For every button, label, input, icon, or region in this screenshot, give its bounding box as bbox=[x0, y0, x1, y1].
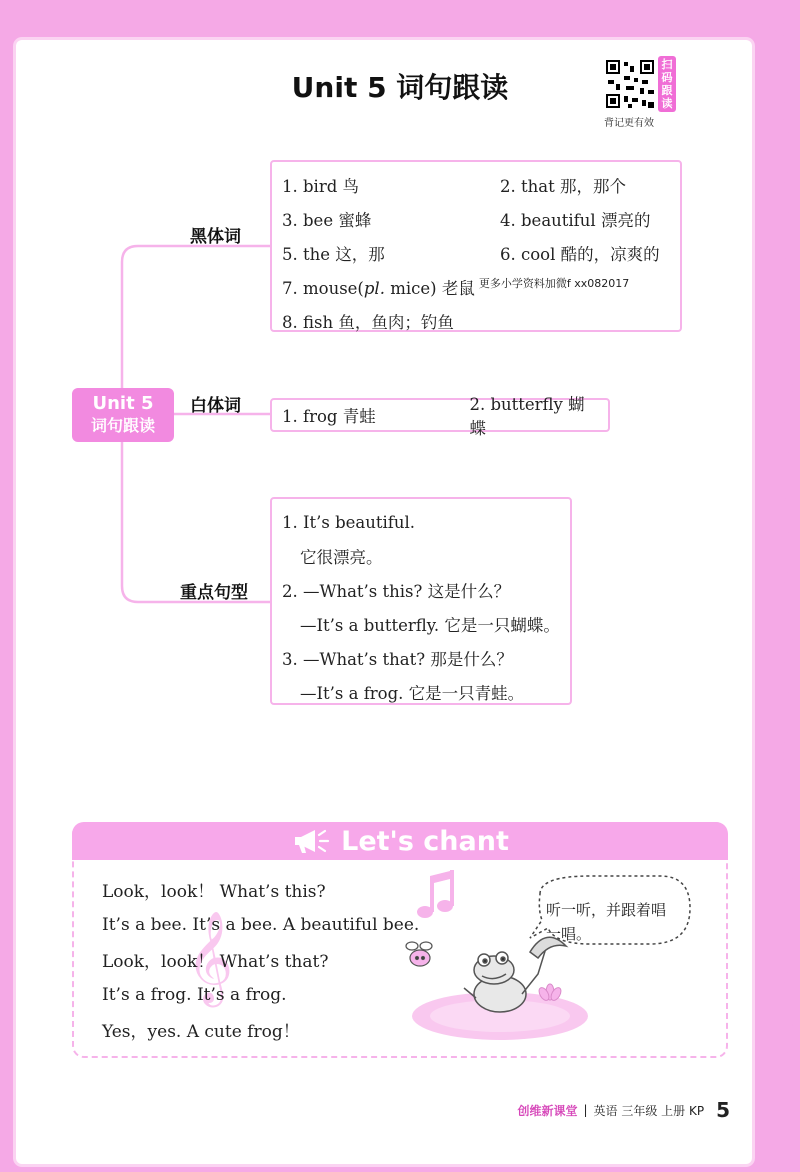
page-title: Unit 5 词句跟读 bbox=[291, 71, 509, 104]
music-note-icon bbox=[417, 870, 454, 918]
word-item-mouse: 7. mouse(pl. mice) 老鼠 bbox=[282, 279, 475, 298]
branch-key-sentences: 重点句型 bbox=[180, 583, 248, 603]
footer-divider: | bbox=[583, 1103, 588, 1117]
key-sentences-box bbox=[270, 497, 572, 705]
word-item: 2. that 那，那个 bbox=[500, 177, 626, 196]
sentence-line: 它很漂亮。 bbox=[300, 548, 383, 567]
word-row bbox=[282, 168, 670, 202]
mindmap-root: Unit 5 词句跟读 bbox=[72, 388, 174, 442]
sentence-line: 1. It’s beautiful. bbox=[282, 512, 416, 532]
word-item: 5. the 这，那 bbox=[282, 245, 385, 264]
branch-bold-words: 黑体词 bbox=[190, 227, 241, 247]
chant-line: It’s a bee. It’s a bee. A beautiful bee. bbox=[102, 914, 420, 935]
chant-line: Look，look！ What’s this? bbox=[102, 882, 326, 902]
white-words-box bbox=[270, 395, 610, 438]
chant-line: Yes，yes. A cute frog！ bbox=[102, 1022, 300, 1042]
footer-brand: 创维新课堂 bbox=[517, 1103, 578, 1118]
word-item: 6. cool 酷的，凉爽的 bbox=[500, 245, 660, 264]
promo-note: 更多小学资料加微f xx082017 bbox=[478, 277, 630, 290]
sentence-line: 2. —What’s this? 这是什么？ bbox=[282, 582, 511, 601]
bee-icon bbox=[406, 942, 432, 966]
frog-bee-illustration bbox=[390, 866, 700, 1046]
word-item: 3. bee 蜜蜂 bbox=[282, 211, 372, 230]
chant-line: Look，look！ What’s that? bbox=[102, 952, 329, 972]
treble-clef-icon: 𝄞 bbox=[186, 910, 234, 1003]
sentence-line: 3. —What’s that? 那是什么？ bbox=[282, 650, 513, 669]
bold-words-box bbox=[270, 160, 682, 332]
chant-line: It’s a frog. It’s a frog. bbox=[102, 984, 287, 1005]
chant-lyrics bbox=[102, 872, 419, 1047]
chant-title: Let's chant bbox=[341, 825, 509, 857]
word-row bbox=[282, 304, 670, 338]
word-row bbox=[282, 202, 670, 236]
word-row bbox=[282, 270, 670, 304]
branch-white-words: 白体词 bbox=[190, 396, 241, 416]
sentence-line: —It’s a frog. 它是一只青蛙。 bbox=[300, 684, 525, 703]
sentence-line: —It’s a butterfly. 它是一只蝴蝶。 bbox=[300, 616, 560, 635]
page-footer bbox=[517, 1098, 730, 1122]
word-item: 8. fish 鱼，鱼肉；钓鱼 bbox=[282, 313, 454, 332]
megaphone-icon bbox=[291, 827, 331, 855]
word-item: 4. beautiful 漂亮的 bbox=[500, 211, 651, 230]
qr-tag: 扫 码 跟 读 bbox=[658, 56, 676, 112]
word-item: 2. butterfly 蝴蝶 bbox=[469, 395, 585, 438]
word-item: 1. frog 青蛙 bbox=[282, 407, 376, 426]
footer-info: 英语 三年级 上册 KP bbox=[593, 1103, 705, 1118]
word-item: 1. bird 鸟 bbox=[282, 177, 360, 196]
page-number: 5 bbox=[716, 1098, 730, 1122]
word-row bbox=[282, 236, 670, 270]
qr-caption: 背记更有效 bbox=[604, 118, 654, 129]
chant-header bbox=[72, 822, 728, 860]
speech-bubble-text: 听一听，并跟着唱一唱。 bbox=[546, 901, 667, 943]
